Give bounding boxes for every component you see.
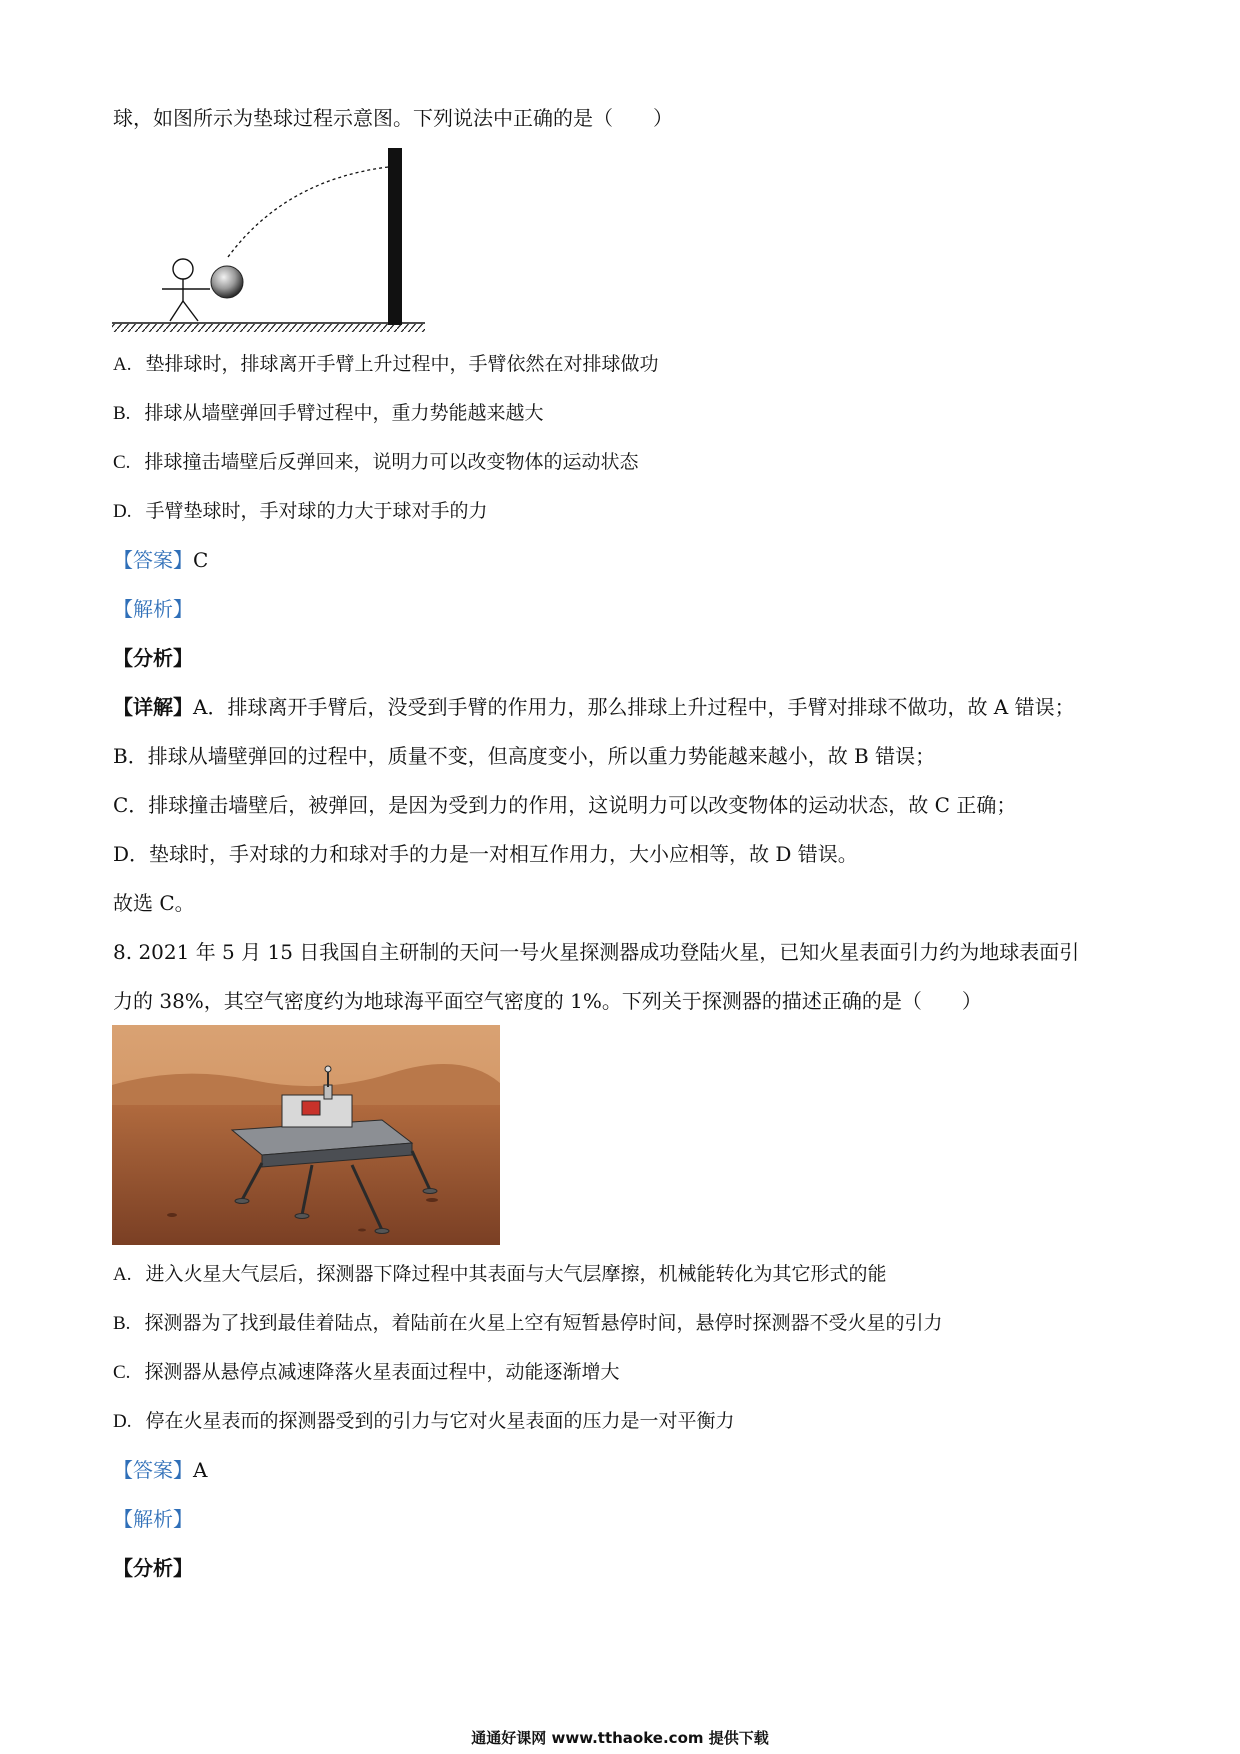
q7-answer: 【答案】C <box>113 548 209 572</box>
q8-stem-line1: 8. 2021 年 5 月 15 日我国自主研制的天问一号火星探测器成功登陆火星，已知火星表面引力约为地球表面引 <box>113 940 1080 964</box>
q8-option-c: C. 探测器从悬停点减速降落火星表面过程中，动能逐渐增大 <box>113 1361 620 1383</box>
q7-detail-c: C．排球撞击墙壁后，被弹回，是因为受到力的作用，这说明力可以改变物体的运动状态，故 C 正确； <box>113 793 1017 817</box>
q7-option-b: B. 排球从墙壁弹回手臂过程中，重力势能越来越大 <box>113 402 544 424</box>
q7-stem: 球，如图所示为垫球过程示意图。下列说法中正确的是（ ） <box>113 106 673 130</box>
q8-option-b: B. 探测器为了找到最佳着陆点，着陆前在火星上空有短暂悬停时间，悬停时探测器不受火星的引力 <box>113 1312 943 1334</box>
q8-stem-line2: 力的 38%，其空气密度约为地球海平面空气密度的 1%。下列关于探测器的描述正确的是（ ） <box>113 989 982 1013</box>
q7-detail-d: D．垫球时，手对球的力和球对手的力是一对相互作用力，大小应相等，故 D 错误。 <box>113 842 858 866</box>
ground-hatch <box>112 324 425 332</box>
q7-option-c: C. 排球撞击墙壁后反弹回来，说明力可以改变物体的运动状态 <box>113 451 639 473</box>
q7-detail-a: 【详解】A．排球离开手臂后，没受到手臂的作用力，那么排球上升过程中，手臂对排球不做功，故 A 错误； <box>113 695 1075 719</box>
wall <box>388 148 402 325</box>
ball-trajectory <box>228 167 388 257</box>
q8-option-d: D. 停在火星表而的探测器受到的引力与它对火星表面的压力是一对平衡力 <box>113 1410 735 1432</box>
q7-fenxi-label: 【分析】 <box>113 646 193 670</box>
q7-detail-b: B．排球从墙壁弹回的过程中，质量不变，但高度变小，所以重力势能越来越小，故 B 错误； <box>113 744 936 768</box>
stick-person <box>162 259 210 321</box>
mars-lander-image <box>112 1025 500 1245</box>
q7-conclusion: 故选 C。 <box>113 891 195 915</box>
q7-analysis-label: 【解析】 <box>113 597 193 621</box>
q8-answer: 【答案】A <box>113 1458 208 1482</box>
q7-option-a: A. 垫排球时，排球离开手臂上升过程中，手臂依然在对排球做功 <box>113 353 659 375</box>
volleyball <box>211 266 243 298</box>
q8-option-a: A. 进入火星大气层后，探测器下降过程中其表面与大气层摩擦，机械能转化为其它形式的能 <box>113 1263 887 1285</box>
q8-fenxi-label: 【分析】 <box>113 1556 193 1580</box>
page-footer: 通通好课网 www.tthaoke.com 提供下载 <box>471 1729 769 1747</box>
volleyball-diagram <box>110 145 430 335</box>
q7-option-d: D. 手臂垫球时，手对球的力大于球对手的力 <box>113 500 488 522</box>
q8-analysis-label: 【解析】 <box>113 1507 193 1531</box>
